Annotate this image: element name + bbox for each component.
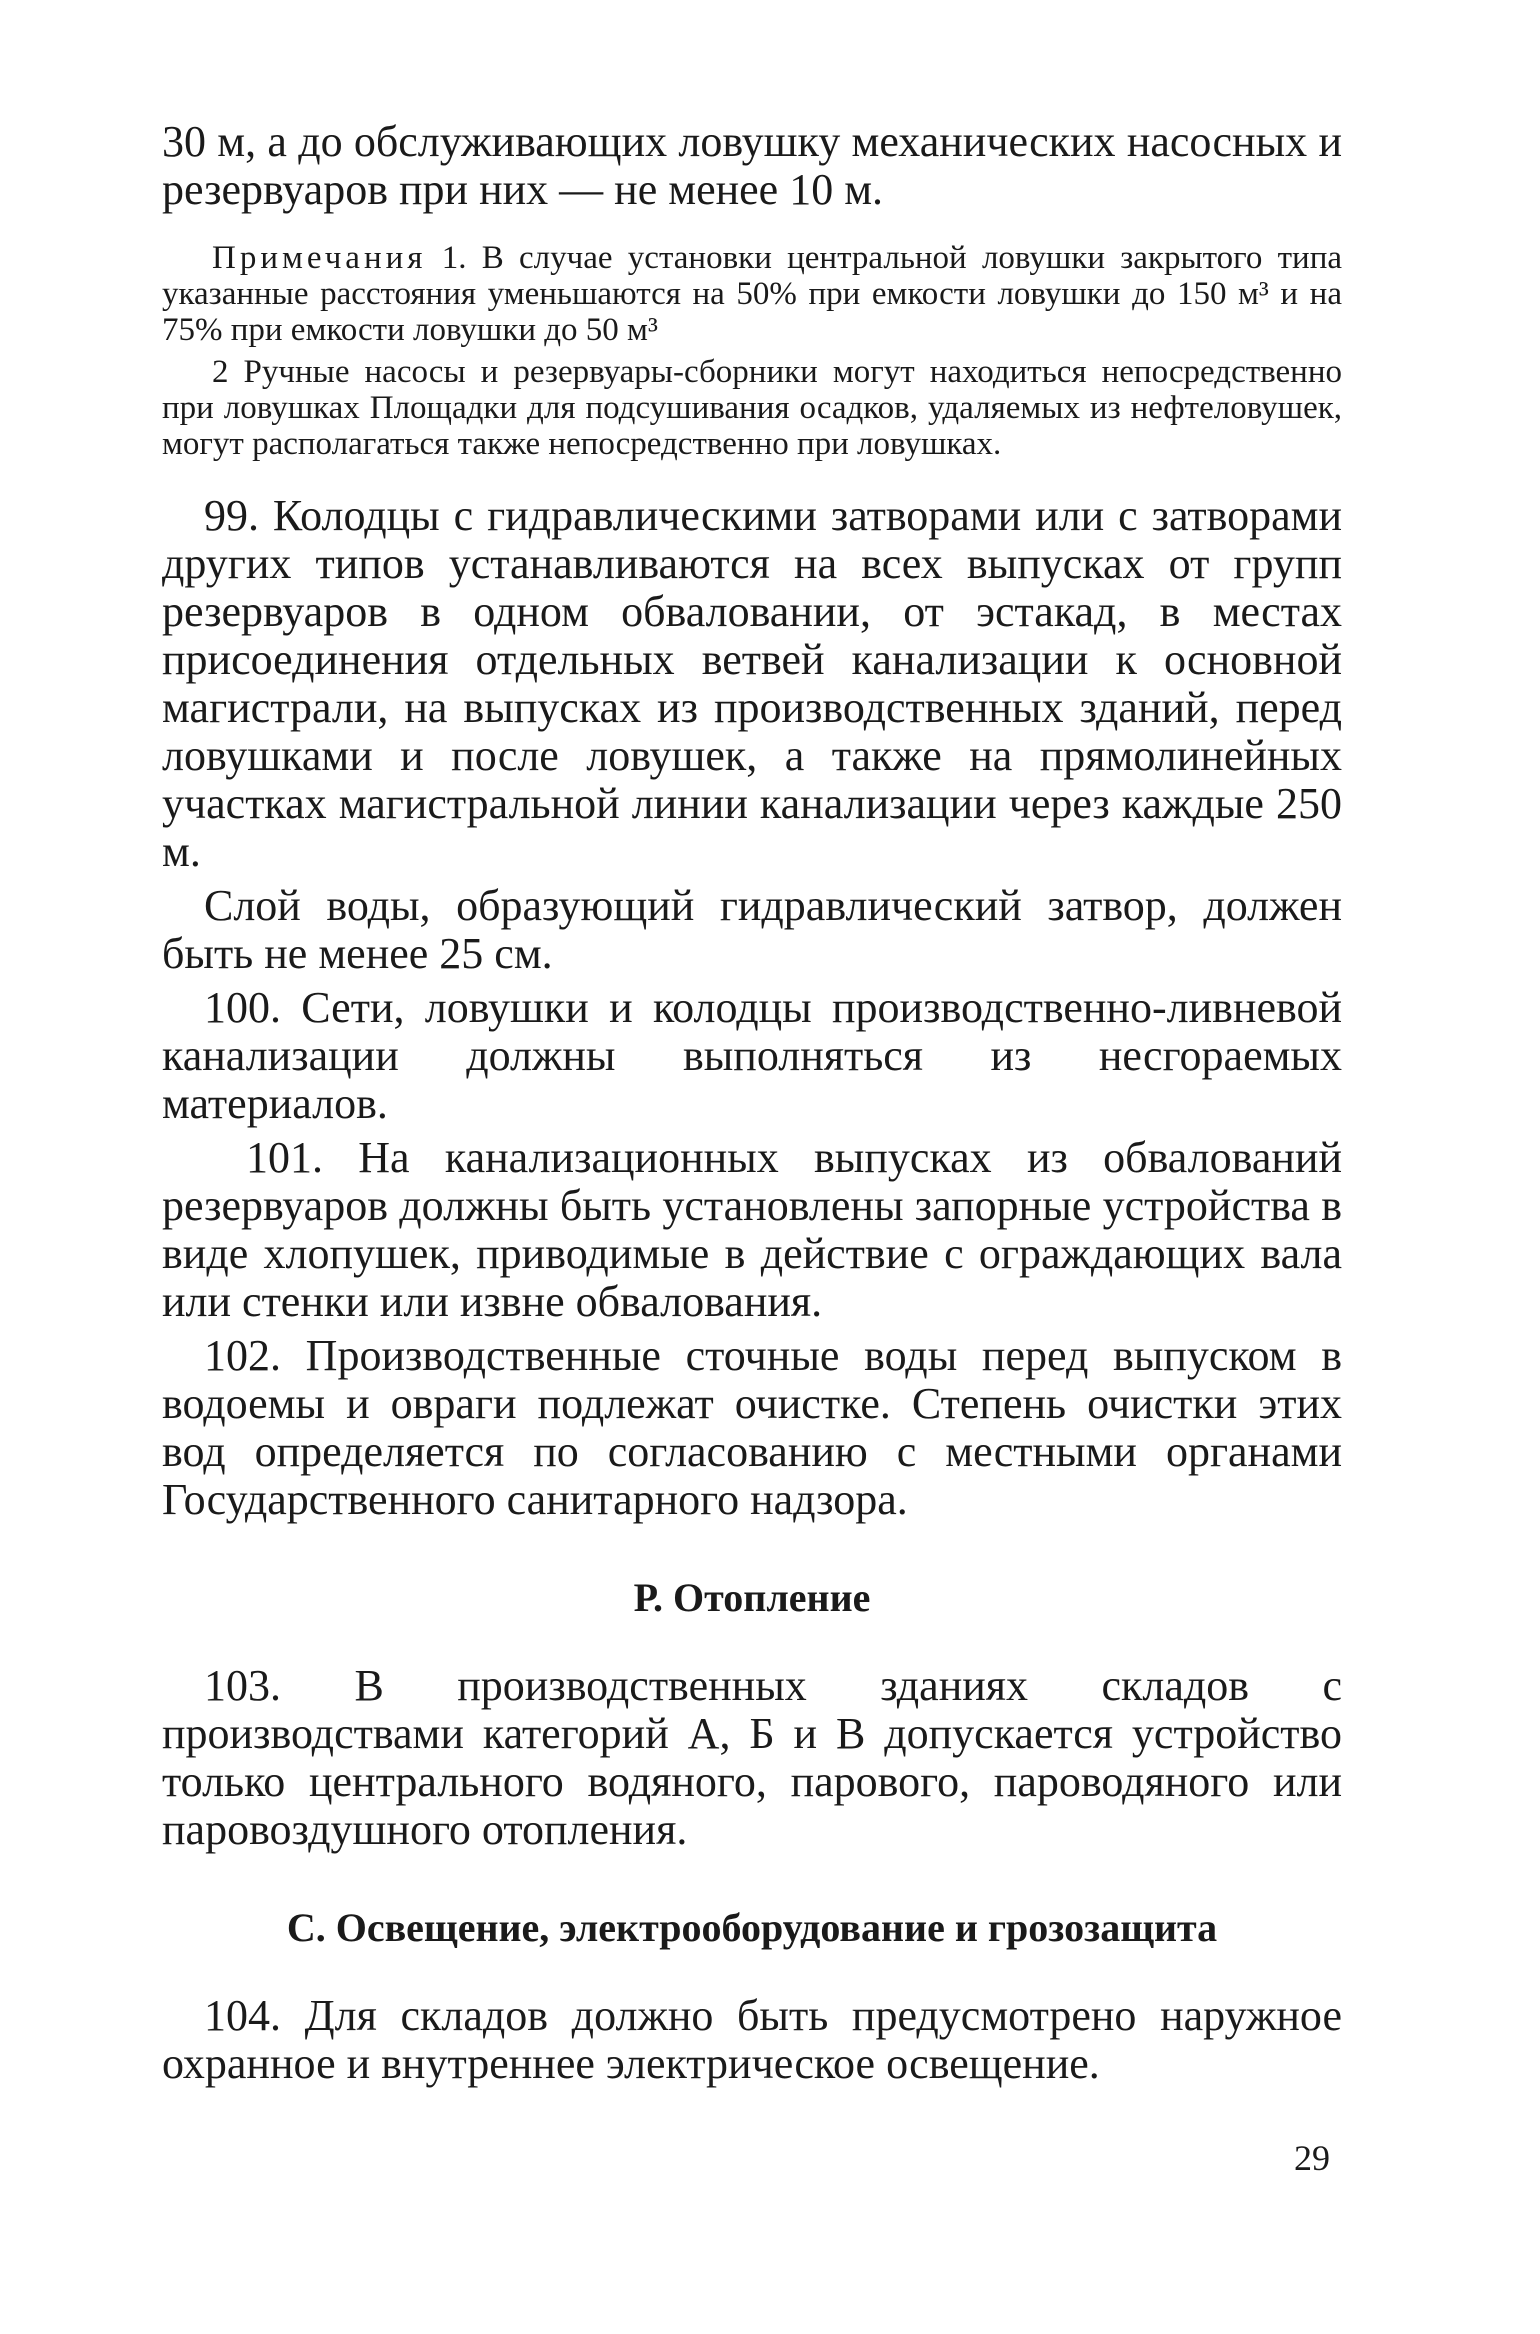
paragraph-103: 103. В производственных зданиях складов с производствами категорий А, Б и В допускается устройство только центрального водяного, парового, пароводяного или паровоздушного отопления. bbox=[162, 1661, 1342, 1854]
section-heading-lighting: С. Освещение, электрооборудование и грозозащита bbox=[286, 1905, 1218, 1950]
page-number: 29 bbox=[1294, 2138, 1330, 2178]
paragraph-100: 100. Сети, ловушки и колодцы производственно-ливневой канализации должны выполняться из несгораемых материалов. bbox=[162, 983, 1342, 1128]
note-2 bbox=[162, 354, 1342, 462]
paragraph-104: 104. Для складов должно быть предусмотрено наружное охранное и внутреннее электрическое освещение. bbox=[162, 1991, 1342, 2088]
paragraph-101: 101. На канализационных выпусках из обвалований резервуаров должны быть установлены запорные устройства в виде хлопушек, приводимые в действие с ограждающих вала или стенки или извне обвалования. bbox=[162, 1133, 1342, 1326]
note-1-text: 1. В случае установки центральной ловушки закрытого типа указанные расстояния уменьшаются на 50% при емкости ловушки до 150 м³ и на 75% при емкости ловушки до 50 м³ bbox=[162, 240, 1342, 348]
paragraph-102: 102. Производственные сточные воды перед выпуском в водоемы и овраги подлежат очистке. Степень очистки этих вод определяется по согласованию с местными органами Государственного санитарного надзора. bbox=[162, 1331, 1342, 1524]
note-lead: Примечания bbox=[212, 240, 427, 276]
paragraph-99-water-layer: Слой воды, образующий гидравлический затвор, должен быть не менее 25 см. bbox=[162, 881, 1342, 978]
note-2-text: 2 Ручные насосы и резервуары-сборники могут находиться непосредственно при ловушках Площадки для подсушивания осадков, удаляемых из нефтеловушек, могут располагаться также непосредственно при ловушках. bbox=[162, 354, 1342, 462]
paragraph-99: 99. Колодцы с гидравлическими затворами или с затворами других типов устанавливаются на всех выпусках от групп резервуаров в одном обваловании, от эстакад, в местах присоединения отдельных ветвей канализации к основной магистрали, на выпусках из производственных зданий, перед ловушками и после ловушек, а также на прямолинейных участках магистральной линии канализации через каждые 250 м. bbox=[162, 491, 1342, 876]
section-heading-heating: Р. Отопление bbox=[633, 1575, 871, 1620]
note-1 bbox=[162, 240, 1342, 348]
document-page bbox=[162, 118, 1342, 2094]
top-paragraph: 30 м, а до обслуживающих ловушку механических насосных и резервуаров при них — не менее 10 м. bbox=[162, 117, 1342, 214]
notes-block bbox=[162, 240, 1342, 462]
